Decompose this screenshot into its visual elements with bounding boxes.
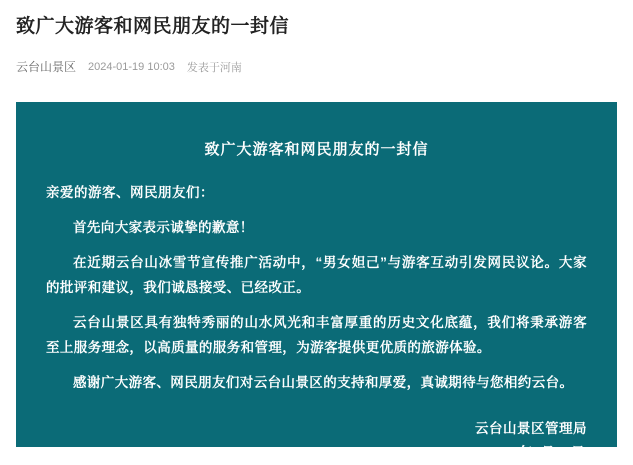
meta-location: 发表于河南	[186, 61, 242, 74]
signature-date: 2024年1月19日	[486, 445, 585, 460]
signature-organization: 云台山景区管理局	[475, 421, 587, 436]
meta-datetime: 2024-01-19 10:03	[88, 60, 175, 73]
letter-paragraph: 首先向大家表示诚挚的歉意！	[73, 220, 254, 235]
meta-source: 云台山景区	[16, 60, 77, 74]
letter-paragraph: 云台山景区具有独特秀丽的山水风光和丰富厚重的历史文化底蕴，我们将秉承游客至上服务理念，以高质量的服务和管理，为游客提供更优质的旅游体验。	[46, 315, 587, 355]
page-title: 致广大游客和网民朋友的一封信	[16, 16, 290, 37]
letter-paragraph: 在近期云台山冰雪节宣传推广活动中，“男女妲己”与游客互动引发网民议论。大家的批评和建议，我们诚恳接受、已经改正。	[46, 255, 587, 295]
letter-title: 致广大游客和网民朋友的一封信	[204, 141, 429, 158]
letter-salutation: 亲爱的游客、网民朋友们：	[46, 185, 214, 200]
letter-paragraph: 感谢广大游客、网民朋友们对云台山景区的支持和厚爱，真诚期待与您相约云台。	[73, 375, 574, 390]
letter-signature	[46, 417, 587, 465]
article-meta	[16, 58, 617, 75]
letter-image-card	[16, 102, 617, 460]
